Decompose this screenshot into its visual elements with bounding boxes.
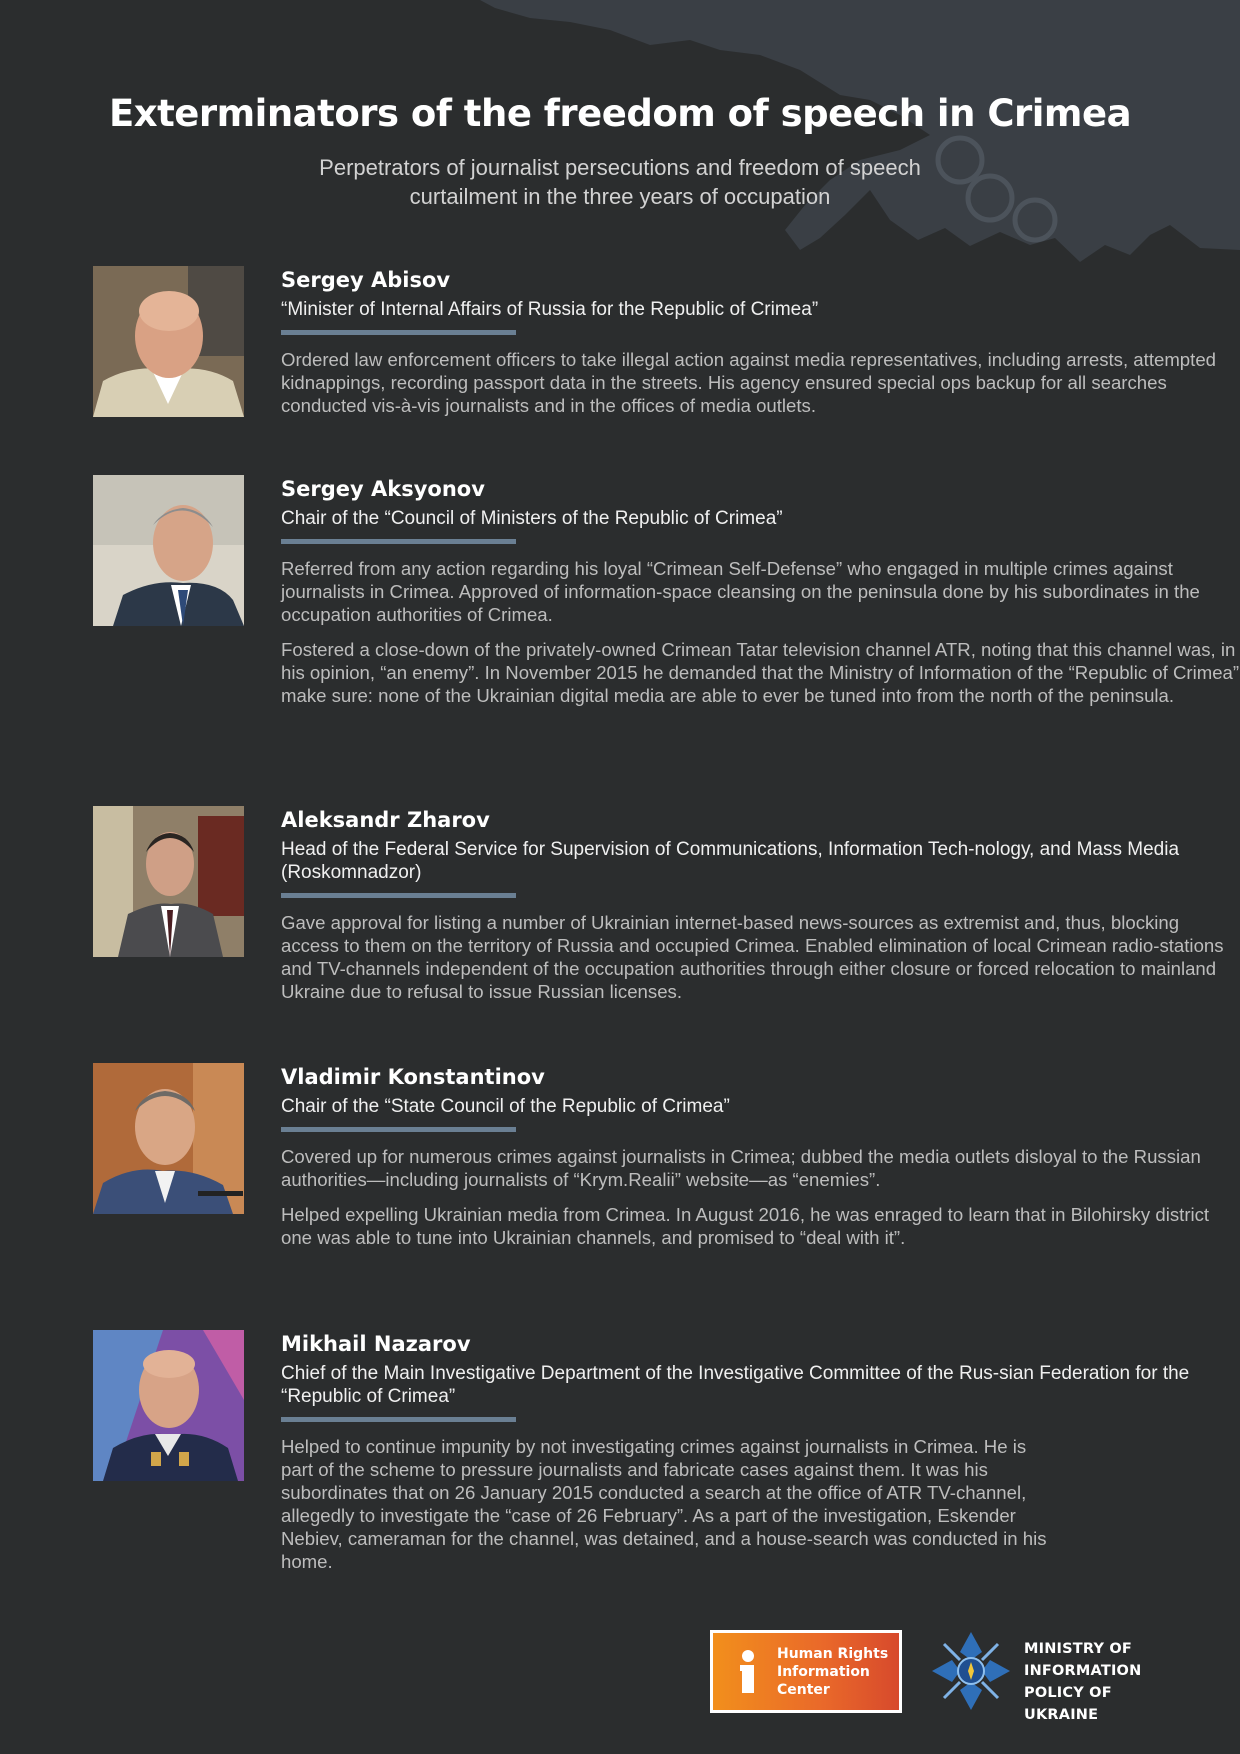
person-role: Chair of the “State Council of the Republic of Crimea”	[281, 1096, 730, 1117]
person-description: Fostered a close-down of the privately-owned Crimean Tatar television channel ATR, noting that this channel was, in his opinion, “an enemy”. In November 2015 he demanded that the Ministry of Information of the “Republic of Crimea” make sure: none of the Ukrainian digital media are able to ever be tuned into from the north of the peninsula.	[281, 639, 1240, 706]
header	[0, 92, 1240, 211]
divider-rule	[281, 1127, 516, 1132]
hric-text-line: Center	[777, 1682, 830, 1698]
person-description: Helped expelling Ukrainian media from Crimea. In August 2016, he was enraged to learn that in Bilohirsky district one was able to tune into Ukrainian channels, and promised to “deal with it”.	[281, 1204, 1210, 1248]
person-description: Referred from any action regarding his loyal “Crimean Self-Defense” who engaged in multiple crimes against journalists in Crimea. Approved of information-space cleansing on the peninsula done by his subordinates in the occupation authorities of Crimea.	[281, 558, 1200, 625]
hric-logo-box	[710, 1630, 902, 1713]
person-description: Ordered law enforcement officers to take illegal action against media representatives, including arrests, attempted kidnappings, recording passport data in the streets. His agency ensured special ops backup for all searches conducted vis-à-vis journalists and in the offices of media outlets.	[281, 349, 1216, 416]
person-info	[281, 475, 1240, 719]
person-info	[281, 1330, 1240, 1585]
page-title: Exterminators of the freedom of speech in Crimea	[108, 92, 1132, 135]
portrait-photo	[93, 475, 244, 626]
subtitle-line-1: Perpetrators of journalist persecutions and freedom of speech	[319, 155, 921, 180]
person-info	[281, 806, 1240, 1015]
divider-rule	[281, 539, 516, 544]
person-role: Head of the Federal Service for Supervision of Communications, Information Tech-nology, and Mass Media (Roskomnadzor)	[281, 839, 1180, 883]
portrait-photo	[93, 1063, 244, 1214]
person-description: Gave approval for listing a number of Ukrainian internet-based news-sources as extremist and, thus, blocking access to them on the territory of Russia and occupied Crimea. Enabled elimination of local Crimean radio-stations and TV-channels independent of the occupation authorities through either closure or forced relocation to mainland Ukraine due to refusal to issue Russian licenses.	[281, 912, 1224, 1002]
ministry-emblem-icon	[930, 1630, 1012, 1712]
person-role: Chair of the “Council of Ministers of the Republic of Crimea”	[281, 508, 783, 529]
person-info	[281, 266, 1240, 429]
person-info	[281, 1063, 1240, 1261]
divider-rule	[281, 330, 516, 335]
divider-rule	[281, 1417, 516, 1422]
person-role: Chief of the Main Investigative Department of the Investigative Committee of the Rus-sian Federation for the “Republic of Crimea”	[281, 1363, 1190, 1407]
footer-logos	[0, 1630, 1240, 1723]
portrait-photo	[93, 1330, 244, 1481]
person-name: Sergey Aksyonov	[281, 477, 485, 501]
ministry-text-line: INFORMATION POLICY OF	[1024, 1663, 1142, 1701]
subtitle-line-2: curtailment in the three years of occupation	[409, 184, 831, 209]
person-description: Covered up for numerous crimes against journalists in Crimea; dubbed the media outlets disloyal to the Russian authorities—including journalists of “Krym.Realii” website—as “enemies”.	[281, 1146, 1201, 1190]
ministry-text-line: UKRAINE	[1024, 1707, 1099, 1723]
hric-logo-text	[777, 1645, 897, 1699]
hric-text-line: Human Rights	[777, 1646, 889, 1662]
portrait-photo	[93, 806, 244, 957]
person-name: Mikhail Nazarov	[281, 1332, 471, 1356]
person-description: Helped to continue impunity by not investigating crimes against journalists in Crimea. He is part of the scheme to pressure journalists and fabricate cases against them. It was his subordinates that on 26 January 2015 conducted a search at the office of ATR TV-channel, allegedly to investigate the “case of 26 February”. As a part of the investigation, Eskender Nebiev, cameraman for the channel, was detained, and a house-search was conducted in his home.	[281, 1436, 1047, 1572]
hric-text-line: Information	[777, 1664, 870, 1680]
person-name: Aleksandr Zharov	[281, 808, 490, 832]
hric-logo-panel	[713, 1633, 899, 1710]
info-person-icon	[735, 1649, 761, 1695]
ministry-text-line: MINISTRY OF	[1024, 1641, 1133, 1657]
person-name: Sergey Abisov	[281, 268, 451, 292]
portrait-photo	[93, 266, 244, 417]
person-name: Vladimir Konstantinov	[281, 1065, 545, 1089]
divider-rule	[281, 893, 516, 898]
page-subtitle	[250, 153, 990, 211]
person-role: “Minister of Internal Affairs of Russia for the Republic of Crimea”	[281, 299, 819, 320]
ministry-logo-text	[1024, 1638, 1204, 1726]
